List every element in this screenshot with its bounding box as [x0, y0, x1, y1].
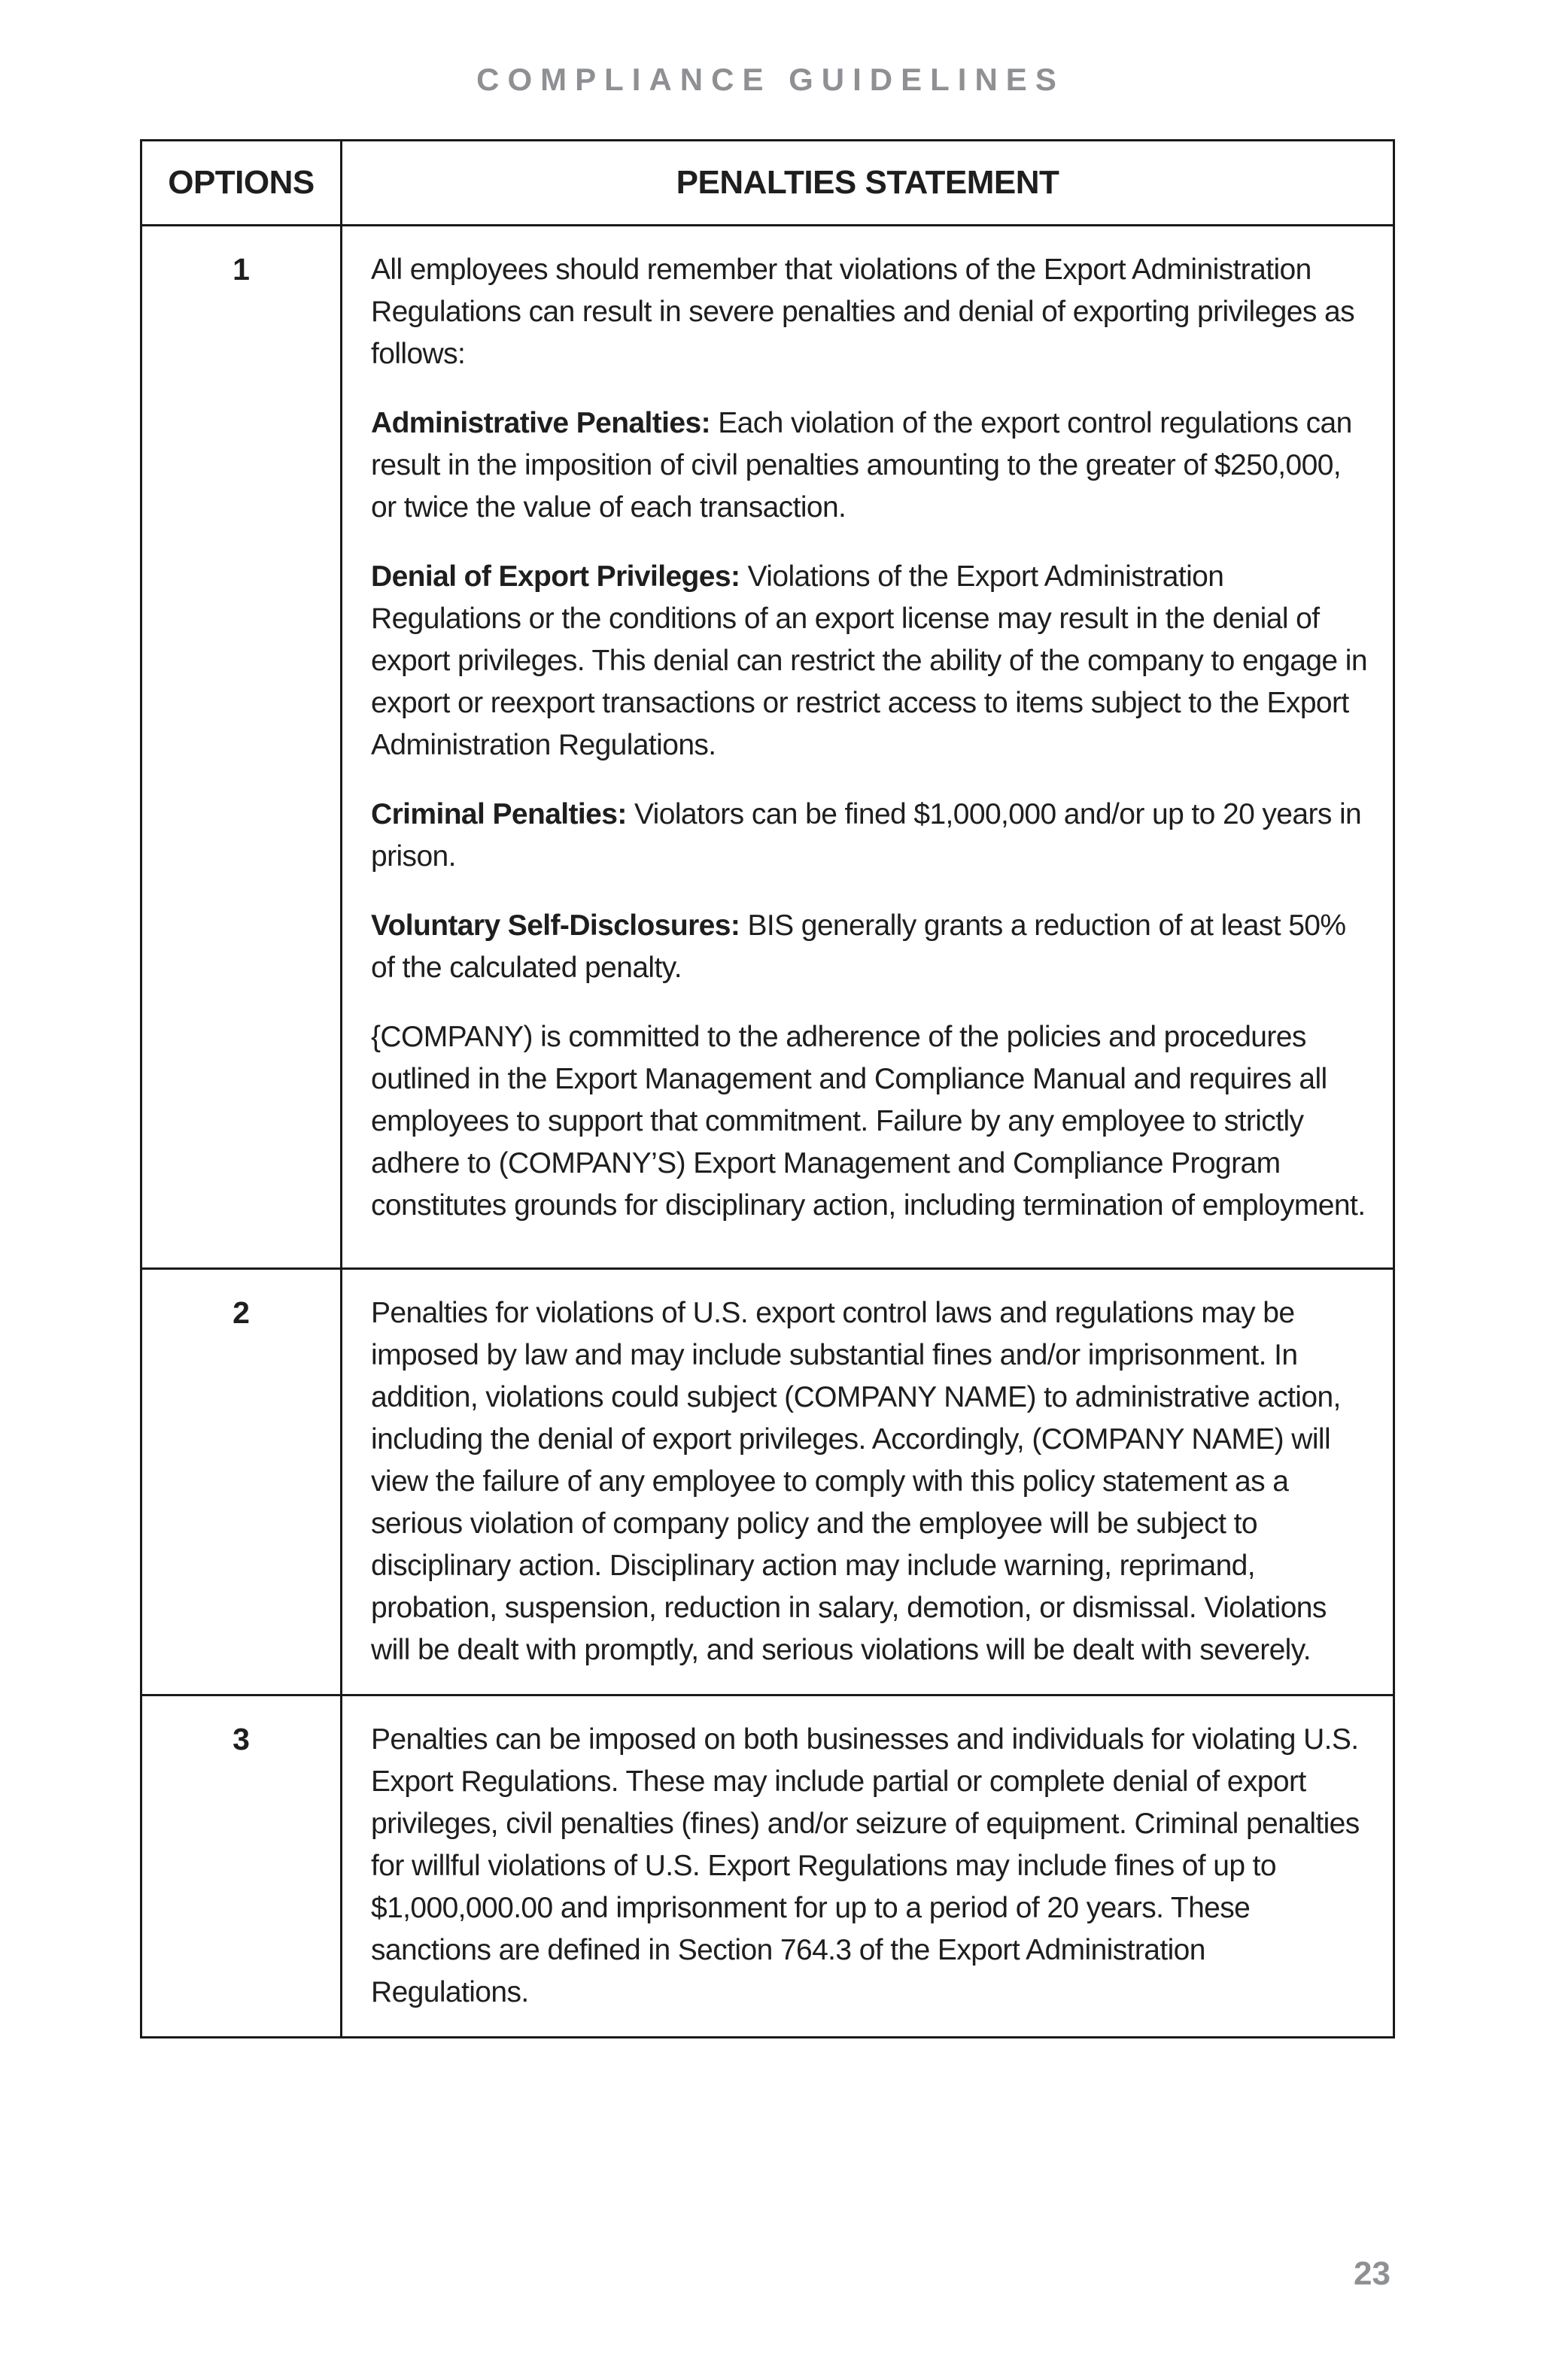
table-row: [141, 1695, 1394, 2038]
statement-paragraph: [371, 905, 1370, 989]
paragraph-text: All employees should remember that violations of the Export Administration Regulations can result in severe penalties and denial of exporting privileges as follows:: [371, 253, 1354, 370]
option-number: 3: [141, 1695, 342, 2038]
paragraph-text: {COMPANY) is committed to the adherence of the policies and procedures outlined in the Export Management and Compliance Manual and requires all employees to support that commitment. Failure by any employee to strictly adhere to (COMPANY’S) Export Management and Compliance Program constitutes grounds for disciplinary action, including termination of employment.: [371, 1021, 1366, 1222]
option-number: 2: [141, 1269, 342, 1695]
paragraph-lead: Denial of Export Privileges:: [371, 560, 740, 593]
statement-paragraph: [371, 1292, 1370, 1671]
statement-paragraph: [371, 794, 1370, 878]
column-header-statement: PENALTIES STATEMENT: [342, 141, 1394, 226]
statement-paragraph: [371, 249, 1370, 375]
statement-paragraph: [371, 1016, 1370, 1227]
penalty-statement: [342, 1695, 1394, 2038]
paragraph-text: Penalties can be imposed on both businesses and individuals for violating U.S. Export Regulations. These may include partial or complete denial of export privileges, civil penalties (fines) and/or seizure of equipment. Criminal penalties for willful violations of U.S. Export Regulations may include fines of up to $1,000,000.00 and imprisonment for up to a period of 20 years. These sanctions are defined in Section 764.3 of the Export Administration Regulations.: [371, 1723, 1360, 2008]
statement-paragraph: [371, 1719, 1370, 2014]
paragraph-lead: Voluntary Self-Disclosures:: [371, 909, 740, 942]
paragraph-text: BIS generally grants a reduction of at least 50% of the calculated penalty.: [371, 909, 1346, 984]
paragraph-text: Penalties for violations of U.S. export control laws and regulations may be imposed by law and may include substantial fines and/or imprisonment. In addition, violations could subject (COMPANY NAME) to administrative action, including the denial of export privileges. Accordingly, (COMPANY NAME) will view the failure of any employee to comply with this policy statement as a serious violation of company policy and the employee will be subject to disciplinary action. Disciplinary action may include warning, reprimand, probation, suspension, reduction in salary, demotion, or dismissal. Violations will be dealt with promptly, and serious violations will be dealt with severely.: [371, 1297, 1341, 1666]
paragraph-text: Each violation of the export control regulations can result in the imposition of civil penalties amounting to the greater of $250,000, or twice the value of each transaction.: [371, 407, 1352, 524]
column-header-options: OPTIONS: [141, 141, 342, 226]
paragraph-text: Violations of the Export Administration Regulations or the conditions of an export license may result in the denial of export privileges. This denial can restrict the ability of the company to engage in export or reexport transactions or restrict access to items subject to the Export Administration Regulations.: [371, 560, 1367, 761]
statement-paragraph: [371, 556, 1370, 767]
paragraph-lead: Criminal Penalties:: [371, 798, 627, 830]
page-header: COMPLIANCE GUIDELINES: [476, 62, 1065, 97]
penalty-statement: [342, 226, 1394, 1269]
paragraph-text: Violators can be fined $1,000,000 and/or up to 20 years in prison.: [371, 798, 1362, 873]
paragraph-lead: Administrative Penalties:: [371, 407, 710, 439]
table-header-row: [141, 141, 1394, 226]
option-number: 1: [141, 226, 342, 1269]
statement-paragraph: [371, 402, 1370, 529]
table-row: [141, 1269, 1394, 1695]
table-row: [141, 226, 1394, 1269]
page-number: 23: [1354, 2255, 1391, 2292]
penalties-table: [140, 139, 1395, 2038]
penalty-statement: [342, 1269, 1394, 1695]
